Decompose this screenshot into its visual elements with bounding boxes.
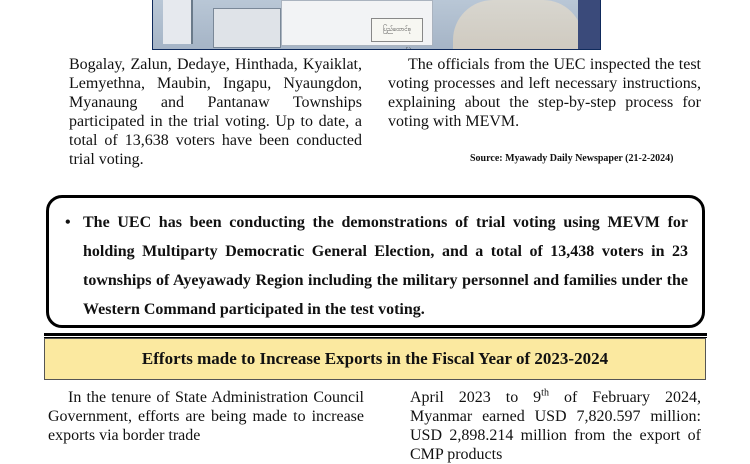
photo-ballot-stand bbox=[213, 8, 281, 48]
photo-ballot-box bbox=[163, 0, 193, 44]
bottom-left-paragraph: In the tenure of State Administration Council Government, efforts are being made to increase exports via border trade bbox=[48, 389, 364, 444]
ordinal-suffix: th bbox=[541, 387, 549, 399]
top-left-paragraph: Bogalay, Zalun, Dedaye, Hinthada, Kyaiklat, Lemyethna, Maubin, Ingapu, Nyaungdon, Myanaung and Pantanaw Townships participated in the trial voting. Up to date, a total of 13,638 voters have been conducted trial voting. bbox=[69, 56, 362, 168]
top-right-paragraph: The officials from the UEC inspected the test voting processes and left necessary instructions, explaining about the step-by-step process for voting with MEVM. bbox=[388, 56, 701, 130]
summary-bullet-item bbox=[65, 208, 688, 324]
bottom-right-text-b: of February 2024, Myanmar earned USD 7,820.597 million: USD 2,898.214 million from the export of CMP products bbox=[410, 389, 701, 463]
section-heading: Efforts made to Increase Exports in the Fiscal Year of 2023-2024 bbox=[44, 338, 706, 380]
bottom-right-text-a: April 2023 to 9 bbox=[410, 389, 542, 406]
photo-official bbox=[453, 0, 583, 50]
bottom-right-paragraph bbox=[410, 388, 701, 464]
summary-box bbox=[46, 195, 705, 328]
section-divider bbox=[44, 333, 707, 336]
news-photo bbox=[152, 0, 601, 50]
photo-official-2 bbox=[578, 0, 601, 50]
photo-nameplate: ပြည်ထောင်စု bbox=[371, 18, 423, 42]
source-credit: Source: Myawady Daily Newspaper (21-2-2024) bbox=[470, 153, 674, 164]
bullet-icon: • bbox=[65, 214, 71, 231]
summary-text: The UEC has been conducting the demonstrations of trial voting using MEVM for holding Multiparty Democratic General Election, and a total of 13,438 voters in 23 townships of Ayeyawady Region including the military personnel and families under the Western Command participated in the test voting. bbox=[83, 214, 688, 318]
